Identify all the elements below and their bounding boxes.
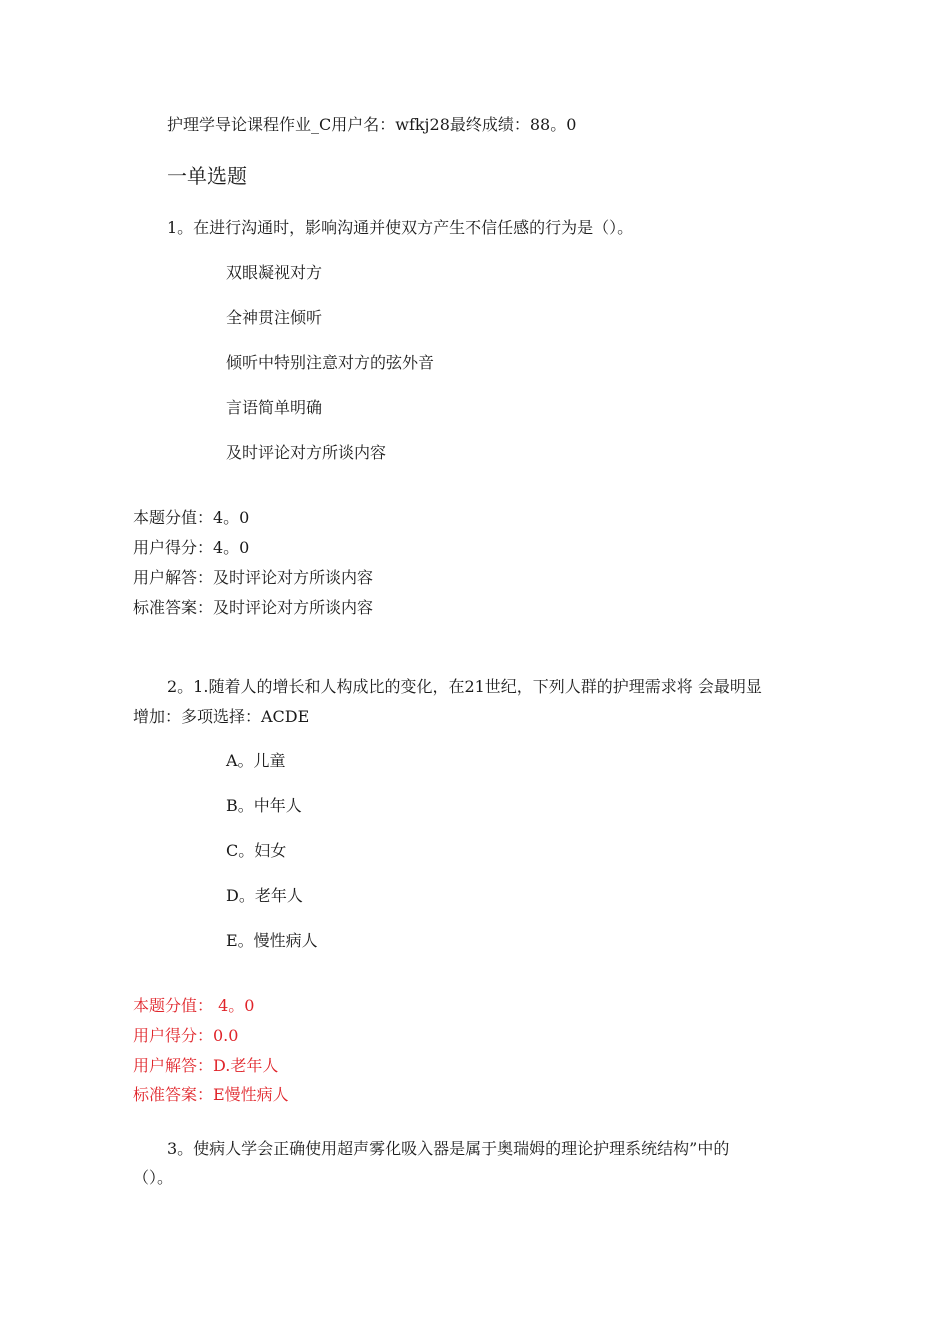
question-2-score-value: 本题分值： 4。0	[133, 996, 255, 1015]
question-1-standard-answer: 标准答案：及时评论对方所谈内容	[133, 598, 374, 617]
question-2-standard-answer: 标准答案：E慢性病人	[133, 1085, 289, 1104]
question-2-option: C。妇女	[226, 841, 287, 860]
question-1-option: 及时评论对方所谈内容	[226, 443, 387, 462]
section-title: 一单选题	[167, 164, 247, 188]
question-2-stem-line-2: 增加：多项选择：ACDE	[133, 707, 310, 726]
question-2-option: A。儿童	[226, 751, 286, 770]
question-3-stem-line-1: 3。使病人学会正确使用超声雾化吸入器是属于奥瑞姆的理论护理系统结构”中的	[167, 1139, 730, 1158]
question-3-stem-line-2: （）。	[133, 1168, 174, 1187]
question-2-option: E。慢性病人	[226, 931, 318, 950]
question-2-option: D。老年人	[226, 886, 303, 905]
question-1-option: 言语简单明确	[226, 398, 323, 417]
question-1-option: 双眼凝视对方	[226, 263, 323, 282]
question-1-option: 全神贯注倾听	[226, 308, 323, 327]
question-2-user-score: 用户得分：0.0	[133, 1026, 239, 1045]
question-1-stem: 1。在进行沟通时，影响沟通并使双方产生不信任感的行为是（）。	[167, 218, 634, 237]
question-2-user-answer: 用户解答：D.老年人	[133, 1056, 279, 1075]
question-1-user-answer: 用户解答：及时评论对方所谈内容	[133, 568, 374, 587]
question-2-option: B。中年人	[226, 796, 302, 815]
document-header: 护理学导论课程作业_C用户名：wfkj28最终成绩：88。0	[167, 115, 577, 134]
question-1-user-score: 用户得分：4。0	[133, 538, 250, 557]
question-1-score-value: 本题分值：4。0	[133, 508, 250, 527]
question-1-option: 倾听中特别注意对方的弦外音	[226, 353, 435, 372]
question-2-stem-line-1: 2。1.随着人的增长和人构成比的变化，在21世纪，下列人群的护理需求将 会最明显	[167, 677, 762, 696]
